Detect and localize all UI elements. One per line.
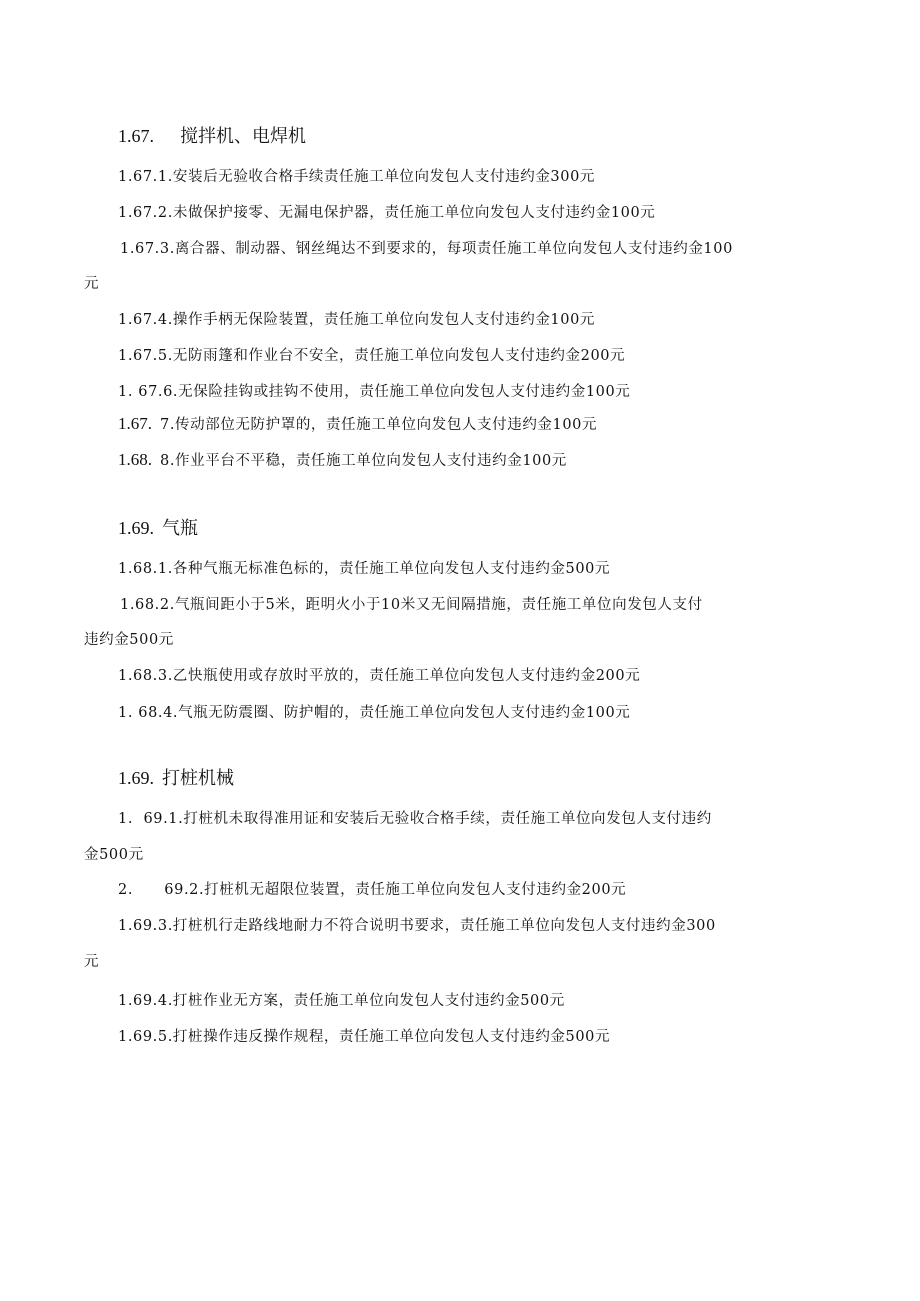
section-number: 1.67.	[118, 126, 154, 146]
clause-text: 7.传动部位无防护罩的，责任施工单位向发包人支付违约金100元	[160, 417, 598, 433]
clause-continuation: 违约金500元	[84, 632, 174, 648]
section-title: 气瓶	[162, 518, 198, 539]
clause-number: 1.68.	[118, 450, 152, 469]
clause-line: 1.68.2.气瓶间距小于5米，距明火小于10米又无间隔措施，责任施工单位向发包人支付	[120, 597, 703, 613]
section-number: 1.69.	[118, 768, 154, 788]
section-title: 打桩机械	[162, 768, 234, 789]
clause-line: 1. 69.1.打桩机未取得准用证和安装后无验收合格手续，责任施工单位向发包人支付违约	[118, 811, 712, 827]
clause-line: 1. 67.6.无保险挂钩或挂钩不使用，责任施工单位向发包人支付违约金100元	[118, 384, 631, 400]
section-heading-mixer-welder	[118, 122, 306, 148]
section-number: 1.69.	[118, 518, 154, 538]
clause-line-8	[118, 449, 567, 470]
clause-line: 1.67.5.无防雨篷和作业台不安全，责任施工单位向发包人支付违约金200元	[118, 348, 626, 364]
clause-line: 1. 68.4.气瓶无防震圈、防护帽的，责任施工单位向发包人支付违约金100元	[118, 705, 631, 721]
clause-line: 1.68.1.各种气瓶无标准色标的，责任施工单位向发包人支付违约金500元	[118, 561, 611, 577]
clause-number: 1.67.	[118, 414, 152, 433]
clause-line: 1.68.3.乙快瓶使用或存放时平放的，责任施工单位向发包人支付违约金200元	[118, 668, 641, 684]
clause-line: 1.69.3.打桩机行走路线地耐力不符合说明书要求，责任施工单位向发包人支付违约金300	[118, 918, 716, 934]
clause-continuation: 元	[84, 276, 100, 292]
section-title: 搅拌机、电焊机	[180, 126, 306, 147]
clause-line-7	[118, 413, 597, 434]
clause-line: 1.67.1.安装后无验收合格手续责任施工单位向发包人支付违约金300元	[118, 169, 596, 185]
clause-continuation: 金500元	[84, 847, 144, 863]
section-heading-pile-driver	[118, 764, 234, 790]
clause-line: 2. 69.2.打桩机无超限位装置，责任施工单位向发包人支付违约金200元	[118, 882, 627, 898]
section-heading-gas-cylinder	[118, 514, 198, 540]
clause-text: 8.作业平台不平稳，责任施工单位向发包人支付违约金100元	[160, 453, 567, 469]
clause-line: 1.67.3.离合器、制动器、钢丝绳达不到要求的，每项责任施工单位向发包人支付违约金100	[120, 241, 733, 257]
clause-line: 1.69.5.打桩操作违反操作规程，责任施工单位向发包人支付违约金500元	[118, 1029, 611, 1045]
clause-line: 1.67.2.未做保护接零、无漏电保护器，责任施工单位向发包人支付违约金100元	[118, 205, 656, 221]
clause-line: 1.69.4.打桩作业无方案，责任施工单位向发包人支付违约金500元	[118, 993, 565, 1009]
clause-continuation: 元	[84, 954, 100, 970]
clause-line: 1.67.4.操作手柄无保险装置，责任施工单位向发包人支付违约金100元	[118, 312, 596, 328]
